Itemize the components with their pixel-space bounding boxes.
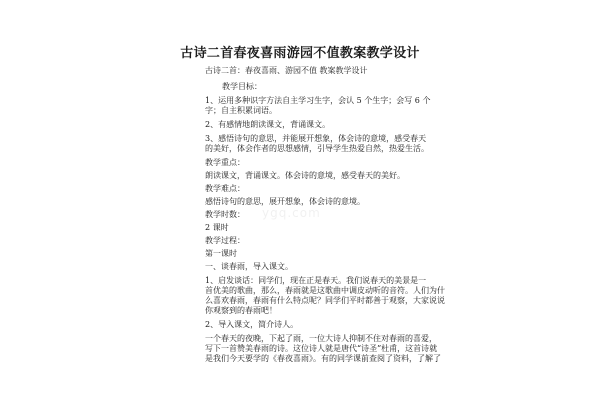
section-heading-difficulties: 教学难点： — [205, 184, 245, 193]
step-2-para-line-1: 一个春天的夜晚，下起了雨，一位大诗人抑制不住对春雨的喜爱， — [205, 334, 437, 343]
goal-1-line-1: 1、运用多种识字方法自主学习生字，会认 5 个生字；会写 6 个 — [205, 96, 431, 105]
hours-text: 2 课时 — [205, 223, 229, 232]
step-2-heading: 2、导入课文，简介诗人。 — [205, 320, 299, 329]
document-title: 古诗二首春夜喜雨游园不值教案教学设计 — [180, 46, 420, 61]
section-heading-goals: 教学目标： — [222, 82, 262, 91]
step-1-heading: 一、谈春雨，导入课文。 — [205, 262, 293, 271]
step-1-para-line-4: 你观察到的春雨吧！ — [205, 306, 277, 315]
goal-3-line-1: 3、感悟诗句的意思，并能展开想象，体会诗的意境，感受春天 — [205, 134, 427, 143]
key-points-text: 朗读课文，背诵课文。体会诗的意境，感受春天的美好。 — [205, 171, 405, 180]
section-heading-key-points: 教学重点： — [205, 158, 245, 167]
document-subtitle: 古诗二首：春夜喜雨、游园不值 教案教学设计 — [205, 66, 368, 75]
goal-2: 2、有感情地朗读课文，背诵课文。 — [205, 120, 331, 129]
step-1-para-line-2: 首优美的歌曲，那么，春雨就是这歌曲中调皮动听的音符。人们为什 — [205, 286, 445, 295]
section-heading-process: 教学过程： — [205, 236, 245, 245]
step-2-para-line-3: 是我们今天要学的《春夜喜雨》。有的同学课前查阅了资料，了解了 — [205, 354, 441, 363]
goal-1-line-2: 字；自主积累词语。 — [205, 106, 277, 115]
first-lesson-heading: 第一课时 — [205, 249, 237, 258]
section-heading-hours: 教学时数： — [205, 210, 245, 219]
step-1-para-line-3: 么喜欢春雨，春雨有什么特点呢？同学们平时都善于观察，大家说说 — [205, 296, 445, 305]
goal-3-line-2: 的美好，体会作者的思想感情，引导学生热爱自然，热爱生活。 — [205, 144, 429, 153]
watermark: ygq.com — [262, 206, 321, 220]
step-2-para-line-2: 写下一首赞美春雨的诗。这位诗人就是唐代“诗圣”杜甫，这首诗就 — [205, 344, 438, 353]
difficulties-text: 感悟诗句的意思，展开想象，体会诗的意境。 — [205, 197, 365, 206]
step-1-para-line-1: 1、启发谈话：同学们，现在正是春天。我们说春天的美景是一 — [205, 276, 427, 285]
